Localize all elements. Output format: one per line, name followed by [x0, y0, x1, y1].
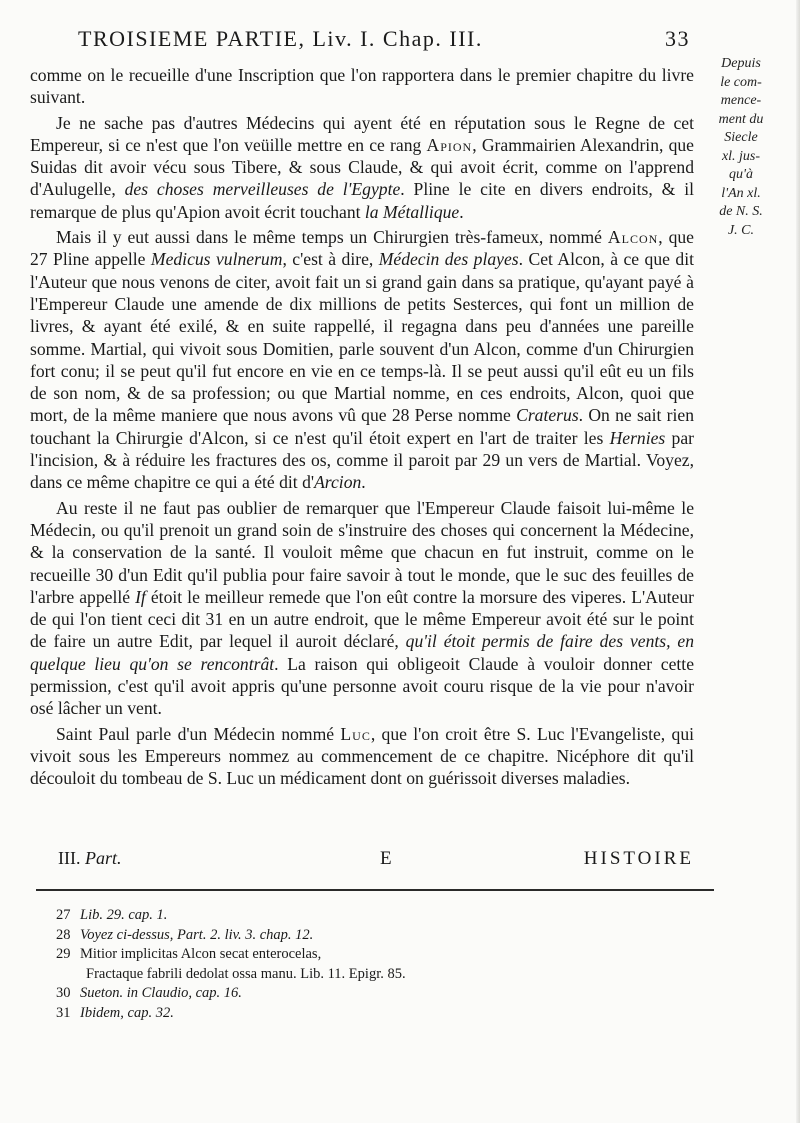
paragraph-text: comme on le recueille d'une Inscription que l'on rapportera dans le premier chapitre du livre suivant. — [30, 65, 694, 108]
footnote-text: Voyez ci-dessus, Part. 2. liv. 3. chap. 12. — [80, 926, 314, 943]
footnote-text: Sueton. in Claudio, cap. 16. — [80, 985, 242, 1001]
italic-phrase: Medicus vulnerum — [150, 249, 283, 270]
page-header — [78, 26, 690, 60]
footnote-number: 29 — [56, 946, 71, 962]
footnote-28 — [56, 926, 656, 946]
name-luc: Luc — [340, 723, 371, 744]
paragraph-text: Au reste il ne faut pas oublier de remarquer que l'Empereur Claude faisoit lui-même le Médecin, ou qu'il prenoit un grand soin de s'instruire des choses qui concernent la Médecine, & la conservation de la santé. Il vouloit même que chacun en fut instruit, comme on le recueille 30 d'un Edit qu'il publia pour faire savoir à tout le monde, que le suc des feuilles de l'arbre appellé — [30, 497, 694, 607]
footnote-text: Lib. 29. cap. 1. — [80, 907, 168, 923]
footnote-number: 28 — [56, 926, 71, 943]
paragraph-text: . Pline le cite en divers endroits, & il remarque de plus qu'Apion avoit écrit touchant — [30, 179, 694, 222]
italic-phrase: Arcion — [314, 472, 362, 493]
footnote-29 — [56, 945, 656, 965]
page-number: 33 — [665, 26, 690, 51]
footnote-text: Ibidem, cap. 32. — [80, 1004, 174, 1021]
margin-note-line: ment du — [718, 111, 764, 127]
signature-part — [58, 848, 122, 869]
paragraph-1 — [30, 64, 694, 109]
footnote-text: Fractaque fabrili dedolat ossa manu. Lib. 11. Epigr. 85. — [86, 965, 406, 982]
signature-part-label: Part. — [84, 848, 122, 868]
footnote-number: 31 — [56, 1004, 71, 1021]
signature-mark: E — [380, 848, 392, 869]
paragraph-text: Mais il y eut aussi dans le même temps un Chirurgien très-fameux, nommé — [56, 227, 608, 248]
italic-phrase: Hernies — [609, 427, 666, 448]
margin-note-line: l'An xl. — [721, 185, 761, 201]
paragraph-text: étoit le meilleur remede que l'on eût contre la morsure des viperes. L'Auteur de qui l'on tient ceci dit 31 en un autre endroit, que le même Empereur avoit été sur le point de faire un autre Edit, par lequel il auroit déclaré, — [30, 586, 694, 652]
paragraph-text: Saint Paul parle d'un Médecin nommé — [56, 723, 341, 744]
footnote-number: 30 — [56, 985, 71, 1001]
footnote-text: Mitior implicitas Alcon secat enterocelas, — [80, 946, 322, 962]
italic-phrase: qu'il étoit permis de faire des vents, en quelque lieu qu'on se rencontrât — [30, 631, 694, 674]
paragraph-4 — [30, 497, 694, 720]
footnote-30 — [56, 984, 656, 1004]
signature-part-number: III. — [58, 848, 81, 868]
margin-note-line: le com- — [720, 74, 762, 90]
footnote-rule — [36, 889, 714, 891]
italic-phrase: Médecin des playes — [378, 249, 519, 270]
italic-phrase: Craterus — [516, 405, 579, 426]
name-alcon: Alcon — [607, 227, 659, 248]
margin-note-line: qu'à — [729, 167, 753, 182]
margin-note-line: Depuis — [721, 56, 761, 71]
paragraph-text: , c'est à dire, — [282, 249, 379, 270]
paragraph-text: , Grammairien Alexandrin, que Suidas dit avoir vécu sous Tibere, & sous Claude, & qui avoit écrit, comme on l'apprend d'Aulugelle, — [30, 134, 694, 200]
catchword: HISTOIRE — [583, 848, 694, 869]
margin-note-line: J. C. — [727, 222, 755, 238]
footnote-31 — [56, 1004, 656, 1024]
running-title: TROISIEME PARTIE, Liv. I. Chap. III. — [78, 26, 483, 51]
paragraph-text: . La raison qui obligeoit Claude à vouloir donner cette permission, c'est qu'il avoit appris qu'une personne avoit couru risque de la vie pour n'avoir osé lâcher un vent. — [30, 653, 695, 719]
paragraph-3 — [30, 226, 694, 494]
main-text — [30, 64, 694, 793]
italic-title: des choses merveilleuses de l'Egypte — [124, 179, 401, 200]
paragraph-text: . — [459, 201, 464, 222]
paragraph-2 — [30, 112, 694, 223]
paragraph-text: , que l'on croit être S. Luc l'Evangeliste, qui vivoit sous les Empereurs nommez au commencement de ce chapitre. Nicéphore dit qu'il découloit du tombeau de S. Luc un médicament dont on guérissoit diverses maladies. — [30, 723, 695, 789]
name-apion: Apion — [426, 134, 473, 155]
margin-note — [696, 55, 786, 240]
footnote-29-continued — [56, 965, 656, 985]
footnote-number: 27 — [56, 907, 71, 923]
footnote-27 — [56, 906, 656, 926]
footnotes — [56, 906, 656, 1023]
margin-note-line: mence- — [720, 93, 762, 108]
margin-note-line: Siecle — [724, 130, 758, 145]
margin-note-line: xl. jus- — [721, 148, 761, 164]
page-edge-shadow — [796, 0, 800, 1123]
paragraph-text: . — [361, 472, 366, 493]
margin-note-line: de N. S. — [719, 204, 763, 219]
paragraph-5 — [30, 723, 694, 790]
paragraph-text: , que 27 Pline appelle — [30, 227, 694, 270]
paragraph-text: . On ne sait rien touchant la Chirurgie d'Alcon, si ce n'est qu'il étoit expert en l'art de traiter les — [30, 405, 694, 448]
paragraph-text: Je ne sache pas d'autres Médecins qui ayent été en réputation sous le Regne de cet Empereur, si ce n'est que l'on veüille mettre en ce rang — [30, 112, 694, 155]
page-footer — [58, 848, 694, 874]
paragraph-text: par l'incision, & à réduire les fractures des os, comme il paroit par 29 un vers de Martial. Voyez, dans ce même chapitre ce qui a été dit d' — [30, 427, 694, 493]
paragraph-text: . Cet Alcon, à ce que dit l'Auteur que nous venons de citer, avoit fait un si grand gain dans sa pratique, qu'ayant payé à l'Empereur Claude une amende de dix millions de petits Sesterces, qui font un million de livres, & ayant été exilé, & en suite rappellé, il regagna dans peu d'années une pareille somme. Martial, qui vivoit sous Domitien, parle souvent d'un Alcon, comme d'un Chirurgien fort conu; il se peut qu'il fut encore en vie en ce temps-là. Il se peut aussi qu'il eût eu un fils de son nom, & de sa profession; ou que Martial nomme, en ces endroits, Alcon, quoi que mort, de la même maniere que nous avons vû que 28 Perse nomme — [30, 249, 694, 426]
italic-phrase: If — [135, 586, 146, 607]
italic-title: la Métallique — [364, 201, 460, 222]
